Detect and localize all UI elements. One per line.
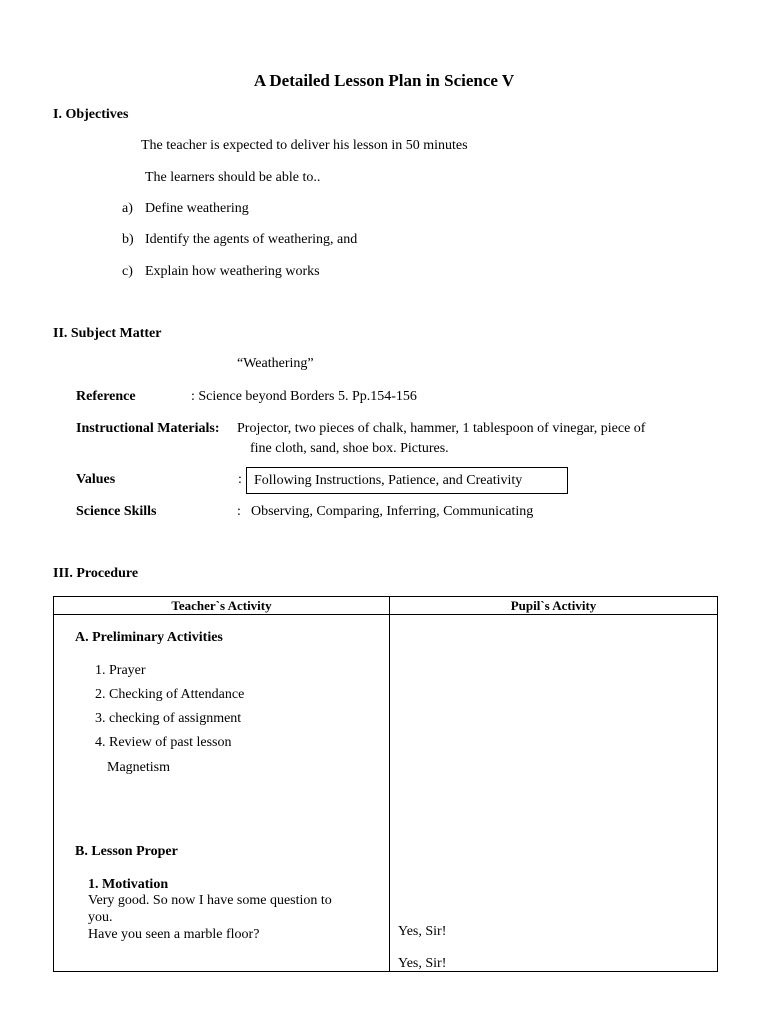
pupil-activity-cell [390,615,718,972]
materials-value-line1: Projector, two pieces of chalk, hammer, 1 tablespoon of vinegar, piece of [237,421,646,436]
subject-topic: “Weathering” [237,356,314,371]
objectives-lead: The learners should be able to.. [145,170,321,185]
pupil-reply: Yes, Sir! [398,924,447,939]
objective-marker-c: c) [122,264,133,279]
motivation-text-line3: Have you seen a marble floor? [88,927,260,942]
motivation-text-line2: you. [88,910,113,925]
skills-value: Observing, Comparing, Inferring, Communicating [251,504,534,519]
values-box [246,467,568,494]
values-value: Following Instructions, Patience, and Creativity [254,473,523,488]
reference-value: : Science beyond Borders 5. Pp.154-156 [191,389,417,404]
pupil-reply: Yes, Sir! [398,956,447,971]
motivation-text-line1: Very good. So now I have some question to [88,893,332,908]
table-row [54,615,718,972]
objective-item-b: Identify the agents of weathering, and [145,232,358,247]
subject-matter-heading: II. Subject Matter [53,326,162,341]
values-colon: : [238,472,242,487]
preliminary-item: 3. checking of assignment [95,711,242,726]
reference-label: Reference [76,389,136,404]
preliminary-item: 1. Prayer [95,663,146,678]
preliminary-item: 4. Review of past lesson [95,735,232,750]
objective-marker-a: a) [122,201,133,216]
pupil-activity-header: Pupil`s Activity [390,597,718,615]
values-label: Values [76,472,116,487]
motivation-heading: 1. Motivation [88,877,169,892]
teacher-activity-cell [54,615,390,972]
objective-marker-b: b) [122,232,134,247]
lesson-proper-heading: B. Lesson Proper [75,844,178,859]
skills-label: Science Skills [76,504,157,519]
table-header-row [54,597,718,615]
objectives-heading: I. Objectives [53,107,129,122]
materials-label: Instructional Materials: [76,421,220,436]
materials-value-line2: fine cloth, sand, shoe box. Pictures. [250,441,449,456]
objective-item-a: Define weathering [145,201,249,216]
procedure-table [53,596,718,972]
objective-item-c: Explain how weathering works [145,264,320,279]
page-title: A Detailed Lesson Plan in Science V [253,71,515,90]
skills-colon: : [237,504,241,519]
preliminary-item: 2. Checking of Attendance [95,687,245,702]
procedure-heading: III. Procedure [53,566,139,581]
objectives-intro: The teacher is expected to deliver his lesson in 50 minutes [141,138,468,153]
teacher-activity-header: Teacher`s Activity [54,597,390,615]
review-topic: Magnetism [107,760,170,775]
preliminary-heading: A. Preliminary Activities [75,630,223,645]
